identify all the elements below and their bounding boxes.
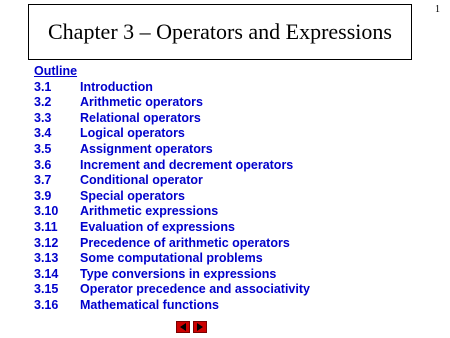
outline-item-number: 3.2 xyxy=(34,95,52,110)
outline-item[interactable] xyxy=(34,204,310,220)
outline-item-number: 3.6 xyxy=(34,157,52,172)
outline-item-label: Operator precedence and associativity xyxy=(80,282,310,297)
outline-item-label: Introduction xyxy=(80,79,153,94)
outline-item[interactable] xyxy=(34,267,310,283)
slide-navigation xyxy=(176,321,207,333)
page-number: 1 xyxy=(435,4,440,15)
outline-item[interactable] xyxy=(34,298,310,314)
outline-item-number: 3.12 xyxy=(34,235,59,250)
outline-item-label: Type conversions in expressions xyxy=(80,266,277,281)
outline-item-label: Relational operators xyxy=(80,110,201,125)
outline-item-number: 3.9 xyxy=(34,188,52,203)
outline-item-number: 3.10 xyxy=(34,204,59,219)
outline-item-label: Arithmetic expressions xyxy=(80,204,219,219)
outline-item-label: Arithmetic operators xyxy=(80,95,203,110)
outline-item-number: 3.13 xyxy=(34,251,59,266)
outline-item[interactable] xyxy=(34,111,310,127)
outline-item-label: Assignment operators xyxy=(80,141,213,156)
outline-item-number: 3.7 xyxy=(34,173,52,188)
outline-item-label: Some computational problems xyxy=(80,251,263,266)
outline-item[interactable] xyxy=(34,173,310,189)
outline-item-number: 3.3 xyxy=(34,110,52,125)
outline-item[interactable] xyxy=(34,142,310,158)
outline-item-label: Logical operators xyxy=(80,126,185,141)
outline-item-number: 3.11 xyxy=(34,219,58,234)
outline-list xyxy=(34,80,310,314)
outline-item[interactable] xyxy=(34,251,310,267)
outline-item-label: Evaluation of expressions xyxy=(80,219,235,234)
outline xyxy=(34,64,310,314)
outline-item[interactable] xyxy=(34,80,310,96)
outline-item-number: 3.16 xyxy=(34,297,59,312)
outline-item-number: 3.14 xyxy=(34,266,59,281)
title-box xyxy=(28,4,412,60)
outline-item-number: 3.5 xyxy=(34,141,52,156)
outline-item[interactable] xyxy=(34,95,310,111)
triangle-left-icon xyxy=(179,323,187,331)
outline-item[interactable] xyxy=(34,126,310,142)
outline-item-label: Precedence of arithmetic operators xyxy=(80,235,290,250)
outline-item-label: Mathematical functions xyxy=(80,297,219,312)
outline-item-label: Conditional operator xyxy=(80,173,203,188)
outline-item-number: 3.4 xyxy=(34,126,52,141)
outline-item[interactable] xyxy=(34,189,310,205)
next-slide-button[interactable] xyxy=(193,321,207,333)
triangle-right-icon xyxy=(196,323,204,331)
outline-heading[interactable]: Outline xyxy=(34,64,78,78)
outline-item-number: 3.15 xyxy=(34,282,59,297)
slide-title: Chapter 3 – Operators and Expressions xyxy=(48,19,392,44)
outline-item[interactable] xyxy=(34,282,310,298)
outline-item-label: Increment and decrement operators xyxy=(80,157,294,172)
previous-slide-button[interactable] xyxy=(176,321,190,333)
outline-item[interactable] xyxy=(34,158,310,174)
outline-item[interactable] xyxy=(34,236,310,252)
outline-item-label: Special operators xyxy=(80,188,185,203)
outline-item-number: 3.1 xyxy=(34,79,52,94)
outline-item[interactable] xyxy=(34,220,310,236)
